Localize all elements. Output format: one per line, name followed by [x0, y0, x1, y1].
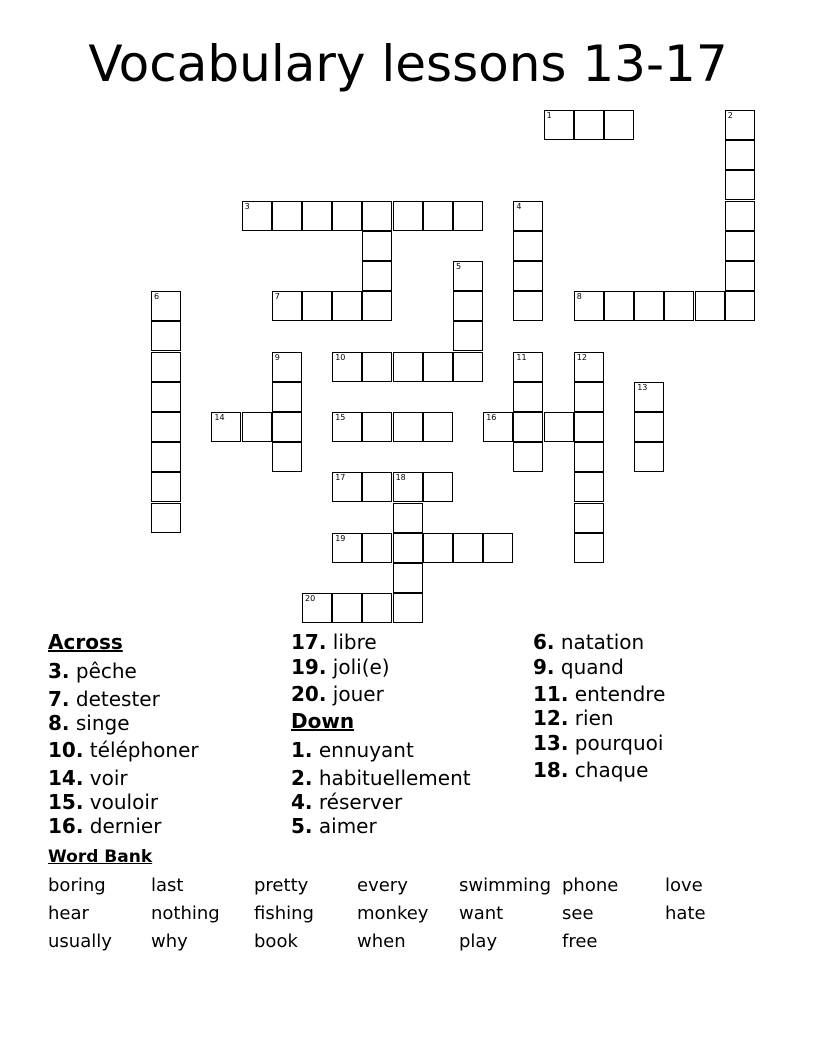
clue-num: 6.: [533, 630, 555, 654]
grid-cell[interactable]: [302, 201, 332, 231]
grid-cell[interactable]: [151, 442, 181, 472]
grid-cell[interactable]: [272, 382, 302, 412]
grid-cell[interactable]: [272, 412, 302, 442]
grid-cell[interactable]: [272, 352, 302, 382]
clue-item: [291, 655, 390, 679]
grid-cell[interactable]: [272, 291, 302, 321]
grid-cell[interactable]: [423, 352, 453, 382]
clue-number: 6: [154, 292, 160, 302]
clue-text: pêche: [75, 659, 137, 683]
clue-item: [291, 630, 377, 654]
clue-number: 18: [395, 473, 406, 483]
word-bank-word: last: [151, 875, 184, 896]
grid-cell[interactable]: [634, 291, 664, 321]
grid-cell[interactable]: [513, 382, 543, 412]
grid-cell[interactable]: [453, 261, 483, 291]
grid-cell[interactable]: [151, 503, 181, 533]
grid-cell[interactable]: [393, 533, 423, 563]
grid-cell[interactable]: [513, 412, 543, 442]
grid-cell[interactable]: [332, 201, 362, 231]
clue-num: 8.: [48, 711, 70, 735]
word-bank-word: play: [459, 931, 498, 952]
page-title: Vocabulary lessons 13-17: [88, 35, 728, 93]
clue-text: voir: [89, 766, 128, 790]
grid-cell[interactable]: [725, 170, 755, 200]
clue-text: rien: [574, 706, 614, 730]
grid-cell[interactable]: [574, 503, 604, 533]
grid-cell[interactable]: [423, 201, 453, 231]
word-bank-word: pretty: [254, 875, 309, 896]
grid-cell[interactable]: [393, 472, 423, 502]
clue-number: 20: [305, 594, 316, 604]
word-bank-word: love: [665, 875, 703, 896]
clue-text: ennuyant: [318, 738, 414, 762]
clue-num: 18.: [533, 758, 569, 782]
grid-cell[interactable]: [725, 140, 755, 170]
clue-num: 12.: [533, 706, 569, 730]
grid-cell[interactable]: [574, 412, 604, 442]
grid-cell[interactable]: [362, 201, 392, 231]
grid-cell[interactable]: [393, 503, 423, 533]
grid-cell[interactable]: [574, 352, 604, 382]
clue-number: 19: [335, 533, 346, 543]
clue-item: [48, 687, 160, 711]
clue-number: 12: [576, 352, 587, 362]
grid-cell[interactable]: [513, 442, 543, 472]
grid-cell[interactable]: [151, 412, 181, 442]
grid-cell[interactable]: [574, 533, 604, 563]
grid-cell[interactable]: [272, 442, 302, 472]
clue-item: [291, 738, 414, 762]
grid-cell[interactable]: [574, 442, 604, 472]
clue-text: habituellement: [318, 766, 471, 790]
clue-text: natation: [560, 630, 645, 654]
clue-num: 9.: [533, 655, 555, 679]
down-heading: Down: [291, 709, 355, 733]
clue-item: [291, 790, 402, 814]
clue-number: 15: [335, 413, 346, 422]
grid-cell[interactable]: [695, 291, 725, 321]
grid-cell[interactable]: [513, 201, 543, 231]
word-bank-word: hear: [48, 903, 89, 924]
word-bank-word: nothing: [151, 903, 220, 924]
grid-cell[interactable]: [423, 472, 453, 502]
grid-cell[interactable]: [513, 291, 543, 321]
grid-cell[interactable]: [332, 472, 362, 502]
grid-cell[interactable]: [362, 533, 392, 563]
clue-text: dernier: [89, 814, 162, 838]
clue-item: [533, 630, 644, 654]
grid-cell[interactable]: [302, 593, 332, 623]
clue-text: téléphoner: [89, 738, 199, 762]
grid-cell[interactable]: [664, 291, 694, 321]
clue-number: 17: [335, 473, 346, 483]
clue-item: [48, 814, 161, 838]
grid-cell[interactable]: [574, 291, 604, 321]
clue-number: 11: [516, 352, 527, 362]
clue-item: [533, 706, 614, 730]
word-bank-title: Word Bank: [48, 847, 153, 867]
clue-number: 7: [274, 292, 280, 302]
word-bank-word: hate: [665, 903, 706, 924]
grid-cell[interactable]: [513, 231, 543, 261]
word-bank-word: book: [254, 931, 298, 952]
grid-cell[interactable]: [393, 563, 423, 593]
grid-cell[interactable]: [272, 201, 302, 231]
grid-cell[interactable]: [393, 593, 423, 623]
clue-num: 10.: [48, 738, 84, 762]
grid-cell[interactable]: [634, 442, 664, 472]
grid-cell[interactable]: [362, 593, 392, 623]
clue-text: jouer: [332, 682, 384, 706]
grid-cell[interactable]: [725, 261, 755, 291]
grid-cell[interactable]: [453, 533, 483, 563]
clue-number: 4: [516, 201, 522, 211]
clue-number: 2: [727, 111, 733, 120]
grid-cell[interactable]: [332, 412, 362, 442]
across-heading: Across: [48, 630, 123, 654]
grid-cell[interactable]: [544, 110, 574, 140]
clue-number: 14: [214, 413, 225, 422]
clue-num: 7.: [48, 687, 70, 711]
clue-item: [533, 731, 663, 755]
grid-cell[interactable]: [151, 472, 181, 502]
grid-cell[interactable]: [634, 382, 664, 412]
clue-item: [48, 738, 199, 762]
word-bank-word: boring: [48, 875, 106, 896]
clue-num: 20.: [291, 682, 327, 706]
grid-cell[interactable]: [513, 261, 543, 291]
clue-num: 19.: [291, 655, 327, 679]
grid-cell[interactable]: [574, 472, 604, 502]
grid-cell[interactable]: [393, 412, 423, 442]
grid-cell[interactable]: [362, 472, 392, 502]
clue-item: [291, 814, 377, 838]
grid-cell[interactable]: [725, 201, 755, 231]
word-bank-word: when: [357, 931, 406, 952]
clue-text: pourquoi: [574, 731, 664, 755]
grid-cell[interactable]: [151, 321, 181, 351]
clue-number: 3: [244, 201, 250, 211]
grid-cell[interactable]: [725, 110, 755, 140]
clue-num: 5.: [291, 814, 313, 838]
grid-cell[interactable]: [242, 412, 272, 442]
clue-text: réserver: [318, 790, 403, 814]
grid-cell[interactable]: [362, 231, 392, 261]
grid-cell[interactable]: [242, 201, 272, 231]
grid-cell[interactable]: [393, 201, 423, 231]
clue-text: aimer: [318, 814, 377, 838]
grid-cell[interactable]: [302, 291, 332, 321]
grid-cell[interactable]: [423, 533, 453, 563]
clue-item: [291, 682, 384, 706]
clue-number: 10: [335, 352, 346, 362]
clue-item: [48, 711, 130, 735]
grid-cell[interactable]: [725, 291, 755, 321]
word-bank-word: every: [357, 875, 408, 896]
clue-text: joli(e): [332, 655, 390, 679]
grid-cell[interactable]: [453, 352, 483, 382]
clue-num: 3.: [48, 659, 70, 683]
grid-cell[interactable]: [211, 412, 241, 442]
grid-cell[interactable]: [604, 110, 634, 140]
grid-cell[interactable]: [634, 412, 664, 442]
clue-number: 16: [486, 413, 497, 422]
word-bank-word: want: [459, 903, 504, 924]
word-bank-word: phone: [562, 875, 619, 896]
word-bank-word: fishing: [254, 903, 314, 924]
grid-cell[interactable]: [332, 291, 362, 321]
clue-item: [533, 682, 665, 706]
clue-item: [533, 758, 648, 782]
clue-text: libre: [332, 630, 377, 654]
clue-num: 4.: [291, 790, 313, 814]
grid-cell[interactable]: [332, 533, 362, 563]
grid-cell[interactable]: [362, 412, 392, 442]
clue-num: 17.: [291, 630, 327, 654]
grid-cell[interactable]: [604, 291, 634, 321]
grid-cell[interactable]: [151, 352, 181, 382]
clue-num: 11.: [533, 682, 569, 706]
word-bank-word: monkey: [357, 903, 429, 924]
clue-text: chaque: [574, 758, 649, 782]
clue-num: 15.: [48, 790, 84, 814]
grid-cell[interactable]: [423, 412, 453, 442]
clue-num: 16.: [48, 814, 84, 838]
clue-item: [291, 766, 471, 790]
grid-cell[interactable]: [362, 352, 392, 382]
word-bank-word: see: [562, 903, 594, 924]
grid-cell[interactable]: [453, 321, 483, 351]
grid-cell[interactable]: [725, 231, 755, 261]
clue-num: 13.: [533, 731, 569, 755]
grid-cell[interactable]: [544, 412, 574, 442]
clue-text: quand: [560, 655, 624, 679]
word-bank-word: usually: [48, 931, 112, 952]
clue-num: 2.: [291, 766, 313, 790]
clue-text: vouloir: [89, 790, 159, 814]
grid-cell[interactable]: [453, 201, 483, 231]
grid-cell[interactable]: [574, 110, 604, 140]
grid-cell[interactable]: [362, 291, 392, 321]
clue-num: 14.: [48, 766, 84, 790]
clue-text: entendre: [574, 682, 666, 706]
clue-number: 5: [456, 262, 462, 271]
grid-cell[interactable]: [393, 352, 423, 382]
grid-cell[interactable]: [151, 382, 181, 412]
clue-item: [48, 790, 158, 814]
grid-cell[interactable]: [574, 382, 604, 412]
clue-number: 13: [637, 382, 648, 392]
clue-number: 1: [546, 111, 552, 120]
grid-cell[interactable]: [483, 533, 513, 563]
grid-cell[interactable]: [151, 291, 181, 321]
grid-cell[interactable]: [453, 291, 483, 321]
word-bank-word: free: [562, 931, 598, 952]
word-bank-word: swimming: [459, 875, 552, 896]
clue-num: 1.: [291, 738, 313, 762]
grid-cell[interactable]: [362, 261, 392, 291]
grid-cell[interactable]: [513, 352, 543, 382]
grid-cell[interactable]: [483, 412, 513, 442]
clue-number: 8: [576, 292, 582, 302]
grid-cell[interactable]: [332, 352, 362, 382]
word-bank-word: why: [151, 931, 188, 952]
grid-cell[interactable]: [332, 593, 362, 623]
clue-item: [533, 655, 624, 679]
clue-text: singe: [75, 711, 130, 735]
clue-text: detester: [75, 687, 160, 711]
clue-item: [48, 766, 128, 790]
clue-item: [48, 659, 137, 683]
clue-number: 9: [274, 352, 280, 362]
